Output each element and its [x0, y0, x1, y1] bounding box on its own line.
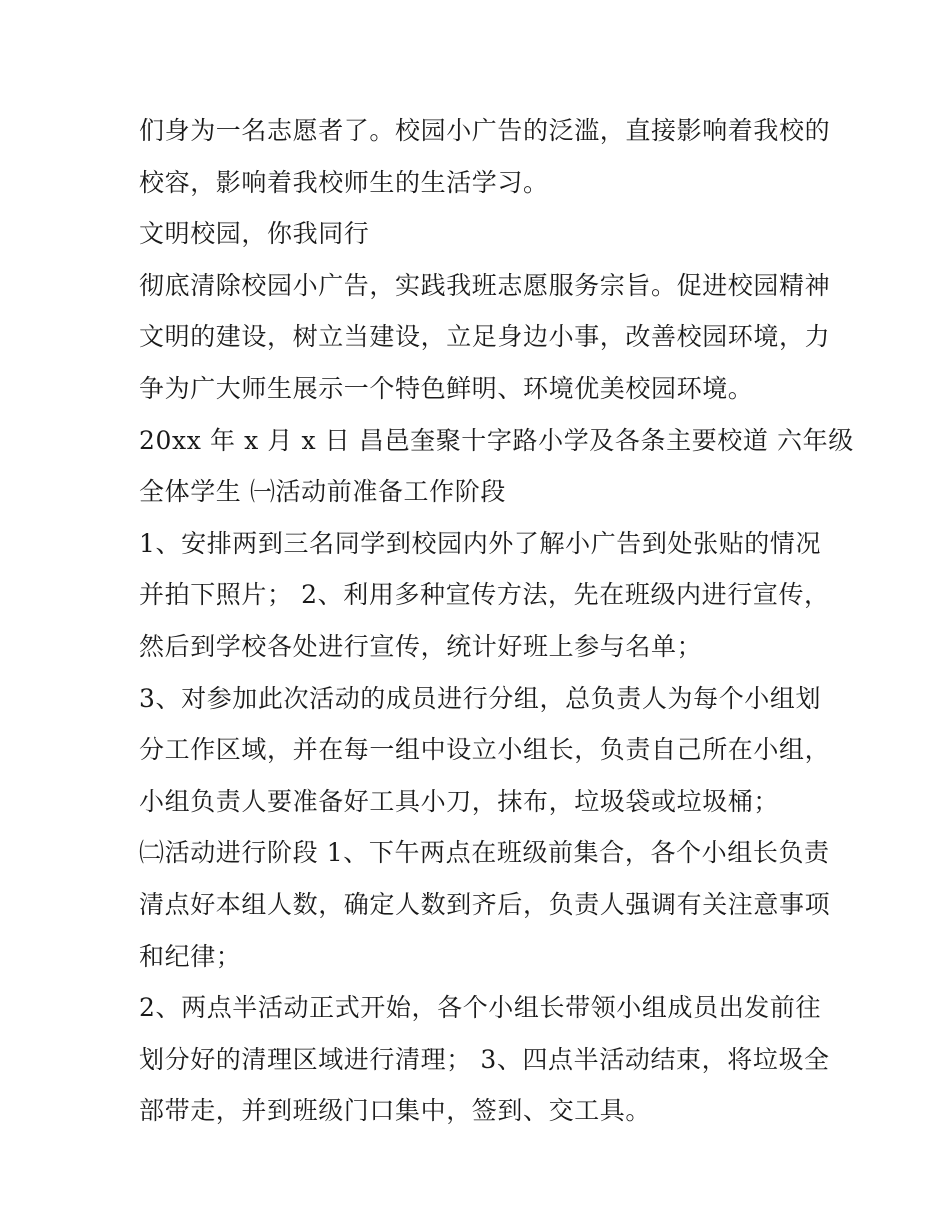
text-line: 彻底清除校园小广告，实践我班志愿服务宗旨。促进校园精神: [139, 270, 831, 300]
text-line: 文明校园，你我同行: [139, 219, 370, 249]
text-line: 2、两点半活动正式开始，各个小组长带领小组成员出发前往: [139, 993, 822, 1023]
text-line: 分工作区域，并在每一组中设立小组长，负责自己所在小组，: [139, 735, 831, 765]
text-line: 划分好的清理区域进行清理； 3、四点半活动结束，将垃圾全: [139, 1044, 830, 1074]
text-line: 文明的建设，树立当建设，立足身边小事，改善校园环境，力: [139, 322, 831, 352]
text-line: 1、安排两到三名同学到校园内外了解小广告到处张贴的情况: [139, 528, 822, 558]
text-line: 部带走，并到班级门口集中，签到、交工具。: [139, 1096, 652, 1126]
text-line: 清点好本组人数，确定人数到齐后，负责人强调有关注意事项: [139, 889, 831, 919]
text-line: ㈡活动进行阶段 1、下午两点在班级前集合，各个小组长负责: [139, 838, 830, 868]
text-line: 小组负责人要准备好工具小刀，抹布，垃圾袋或垃圾桶；: [139, 786, 780, 816]
text-line: 20xx 年 x 月 x 日 昌邑奎聚十字路小学及各条主要校道 六年级: [139, 425, 854, 455]
text-line: 全体学生 ㈠活动前准备工作阶段: [139, 477, 506, 507]
text-line: 3、对参加此次活动的成员进行分组，总负责人为每个小组划: [139, 683, 822, 713]
text-line: 和纪律；: [139, 941, 242, 971]
text-line: 们身为一名志愿者了。校园小广告的泛滥，直接影响着我校的: [139, 116, 831, 145]
text-line: 争为广大师生展示一个特色鲜明、环境优美校园环境。: [139, 373, 754, 403]
text-line: 校容，影响着我校师生的生活学习。: [139, 167, 549, 197]
text-line: 并拍下照片； 2、利用多种宣传方法，先在班级内进行宣传，: [139, 580, 830, 610]
text-line: 然后到学校各处进行宣传，统计好班上参与名单；: [139, 631, 703, 661]
document-body: [139, 105, 854, 1137]
